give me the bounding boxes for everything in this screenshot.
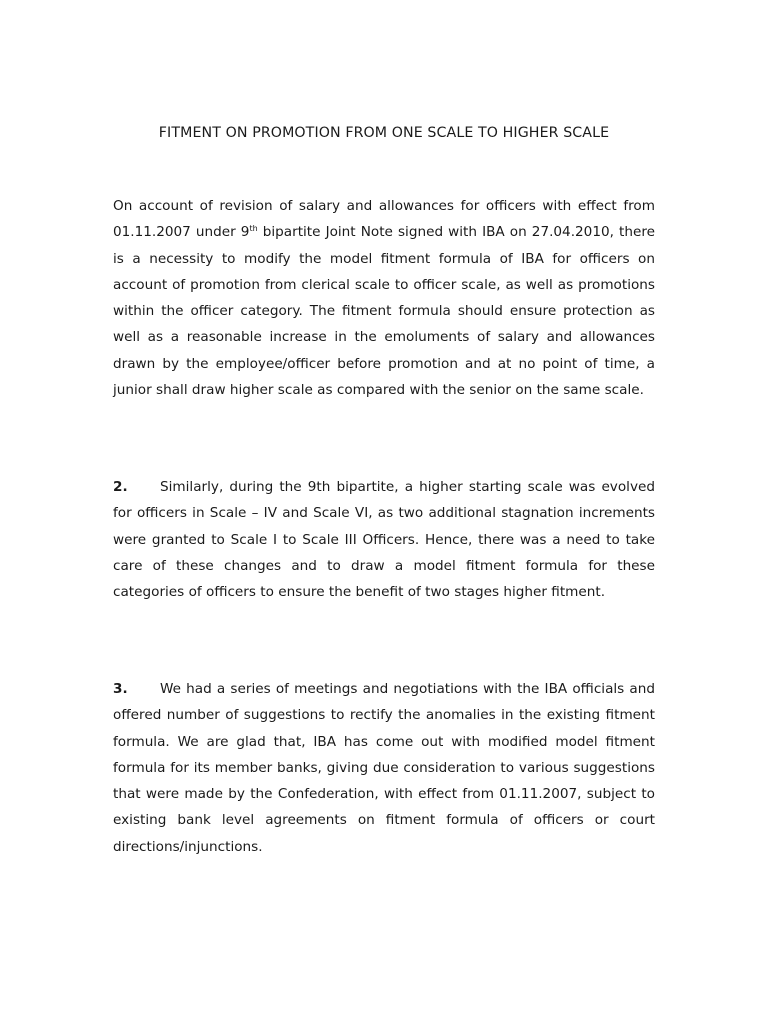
paragraph-2-text: Similarly, during the 9th bipartite, a higher starting scale was evolved for officers in Scale – IV and Scale VI, as two additional stagnation increments were granted to Scale I to Scale III Officers. Hence, there was a need to take care of these changes and to draw a model fitment formula for these categories of officers to ensure the benefit of two stages higher fitment. (113, 479, 655, 601)
paragraph-1-text-start: On account of revision of salary and allowances for officers with effect from 01.11.2007 under 9 (113, 198, 655, 241)
paragraph-1-text-end: bipartite Joint Note signed with IBA on 27.04.2010, there is a necessity to modify the model fitment formula of IBA for officers on account of promotion from clerical scale to officer scale, as well as promotions within the officer category. The fitment formula should ensure protection as well as a reasonable increase in the emoluments of salary and allowances drawn by the employee/officer before promotion and at no point of time, a junior shall draw higher scale as compared with the senior on the same scale. (113, 224, 655, 399)
paragraph-3-number: 3. (113, 681, 128, 697)
document-title: FITMENT ON PROMOTION FROM ONE SCALE TO HIGHER SCALE (158, 125, 610, 141)
paragraph-2-number: 2. (113, 479, 128, 495)
paragraph-3-text: We had a series of meetings and negotiations with the IBA officials and offered number of suggestions to rectify the anomalies in the existing fitment formula. We are glad that, IBA has come out with modified model fitment formula for its member banks, giving due consideration to various suggestions that were made by the Confederation, with effect from 01.11.2007, subject to existing bank level agreements on fitment formula of officers or court directions/injunctions. (113, 681, 655, 855)
ordinal-superscript: th (249, 224, 258, 234)
paragraph-1 (113, 193, 655, 403)
paragraph-3 (113, 676, 655, 860)
paragraph-2 (113, 474, 655, 605)
